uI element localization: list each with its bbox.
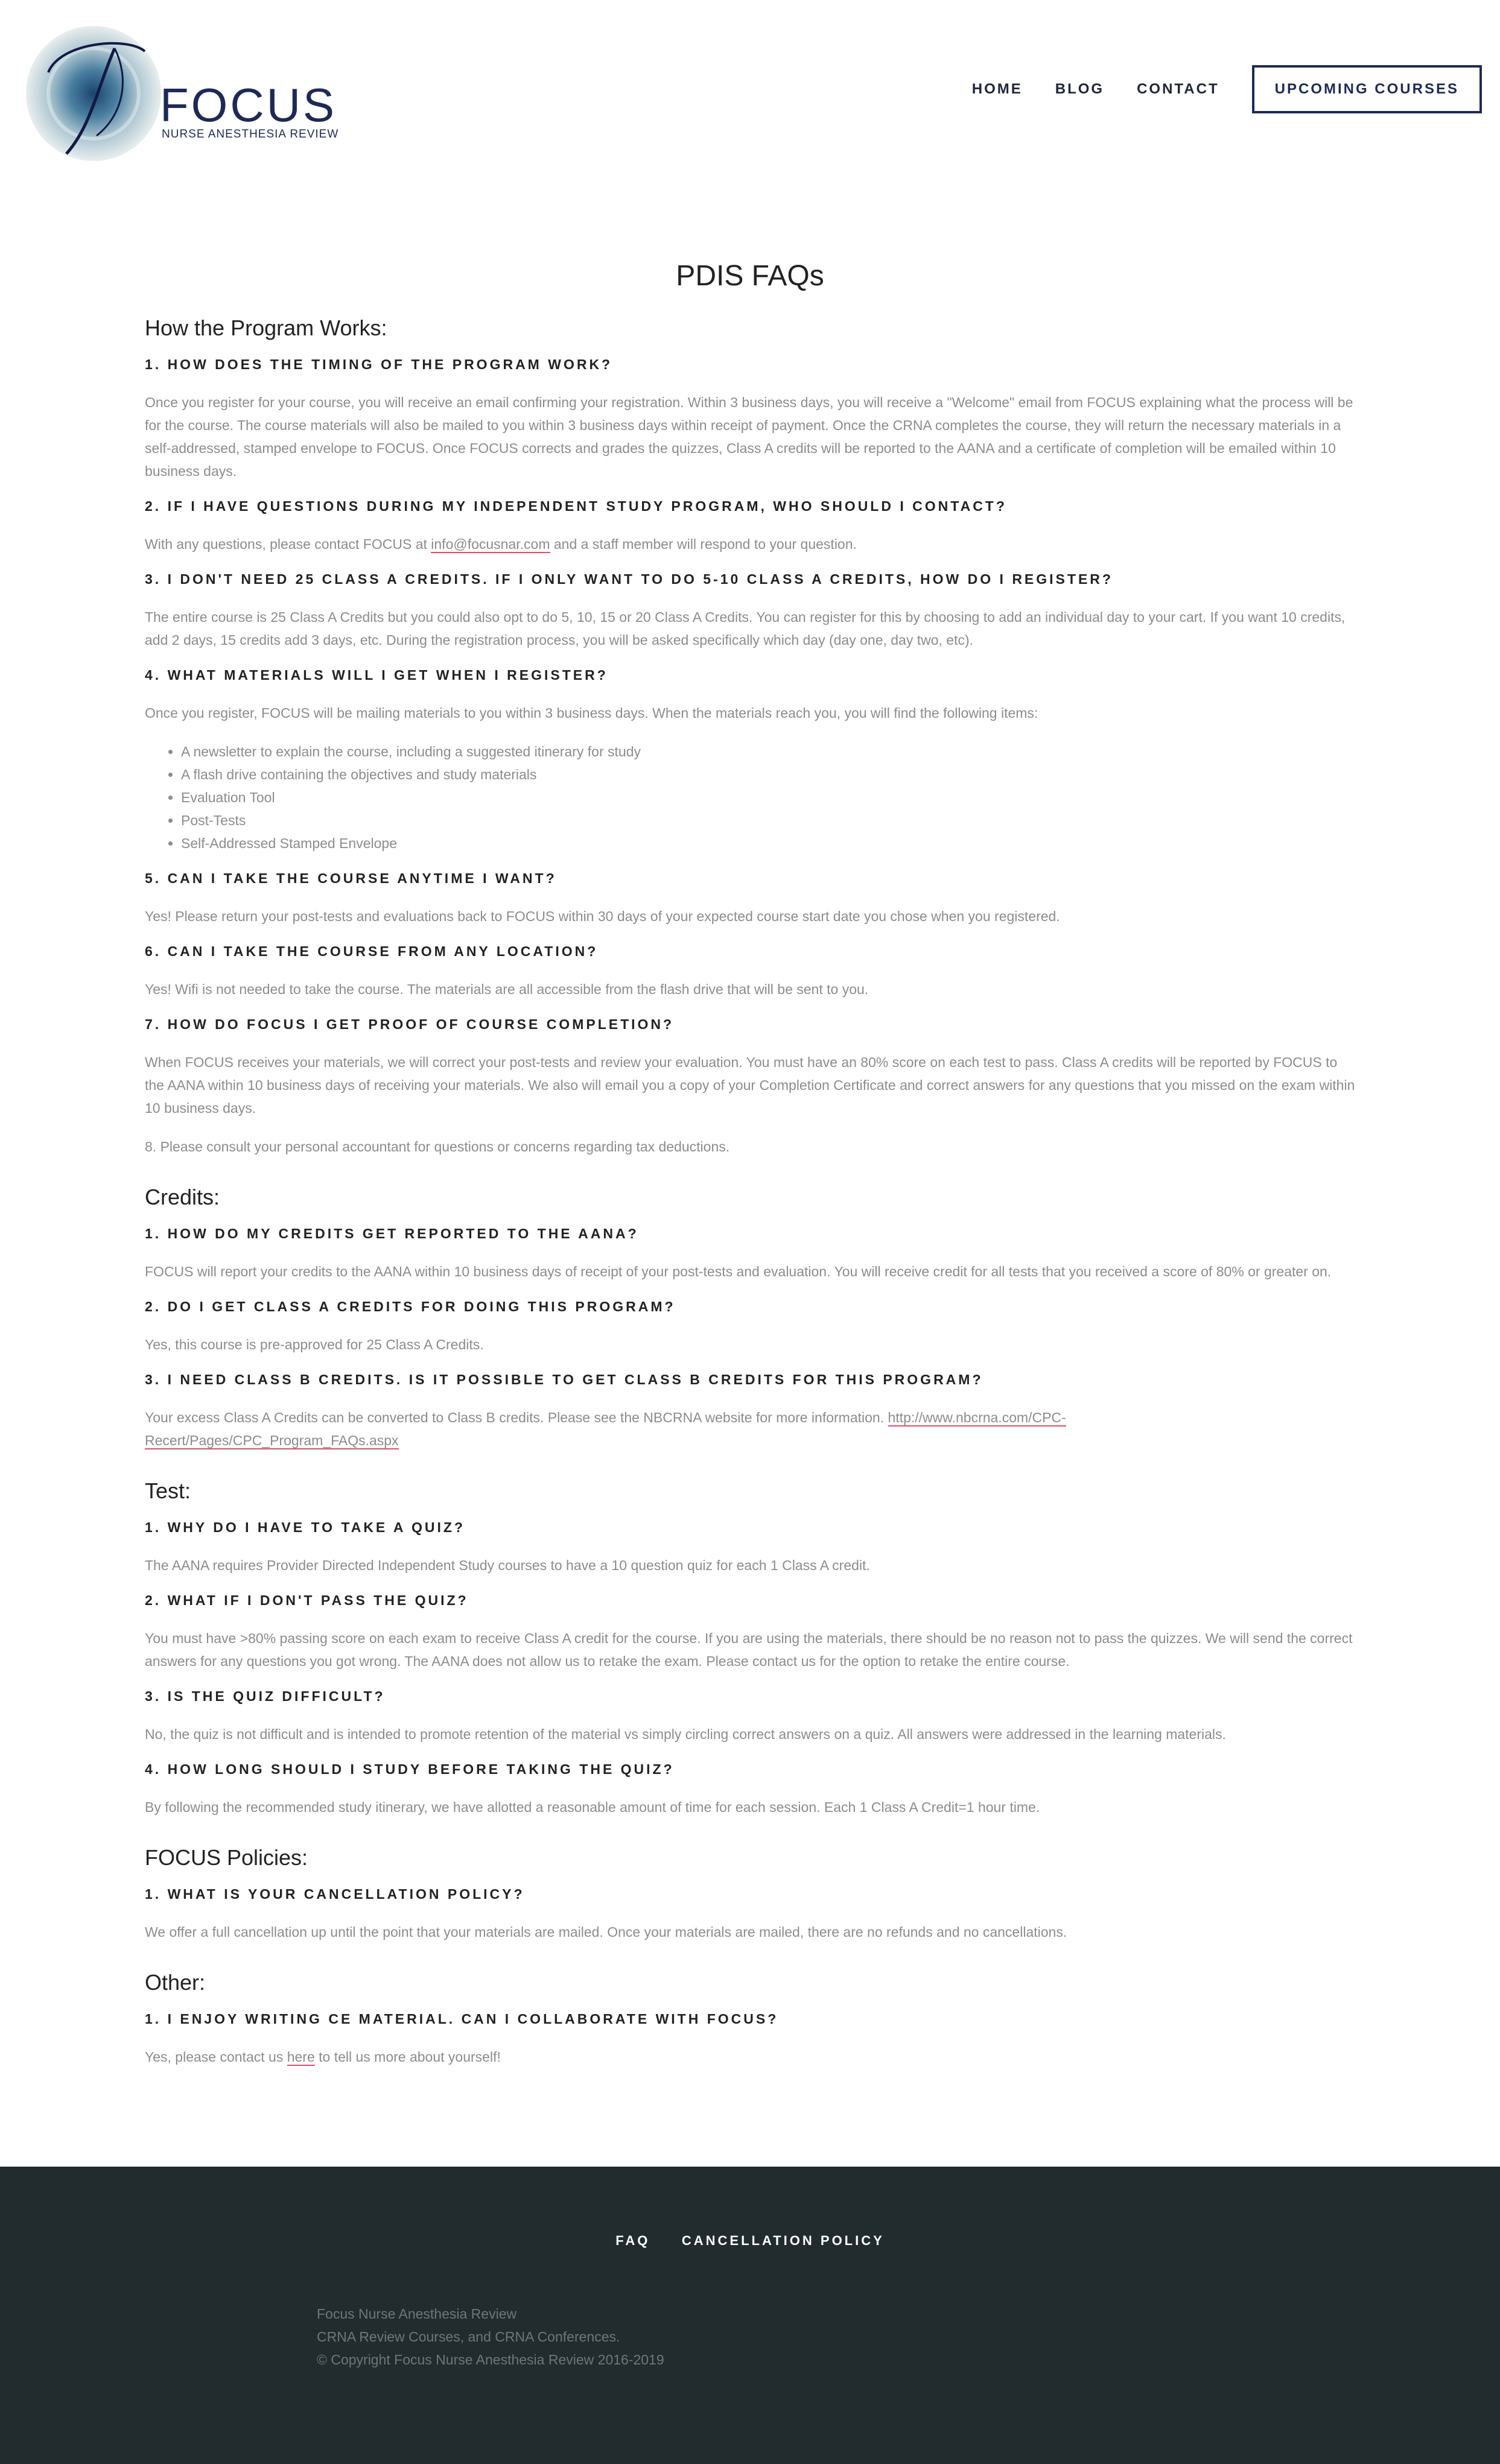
nav-blog[interactable]: BLOG bbox=[1055, 81, 1105, 97]
faq-question: 2. DO I GET CLASS A CREDITS FOR DOING THIS PROGRAM? bbox=[145, 1299, 676, 1314]
footer-company: Focus Nurse Anesthesia Review bbox=[317, 2306, 517, 2322]
faq-answer: Yes! Wifi is not needed to take the course. The materials are all accessible from the flash drive that will be sent to you. bbox=[145, 981, 869, 997]
faq-question: 3. I DON'T NEED 25 CLASS A CREDITS. IF I ONLY WANT TO DO 5-10 CLASS A CREDITS, HOW DO I REGISTER? bbox=[145, 571, 1113, 587]
faq-question: 3. I NEED CLASS B CREDITS. IS IT POSSIBLE TO GET CLASS B CREDITS FOR THIS PROGRAM? bbox=[145, 1372, 984, 1387]
main-nav bbox=[939, 68, 1482, 111]
email-link[interactable]: info@focusnar.com bbox=[431, 536, 550, 552]
faq-content bbox=[145, 259, 1355, 2084]
faq-question: 6. CAN I TAKE THE COURSE FROM ANY LOCATION? bbox=[145, 943, 599, 959]
nav-home[interactable]: HOME bbox=[971, 81, 1023, 97]
faq-answer bbox=[145, 2045, 1355, 2068]
faq-question: 1. I ENJOY WRITING CE MATERIAL. CAN I COLLABORATE WITH FOCUS? bbox=[145, 2011, 779, 2027]
section-title: How the Program Works: bbox=[145, 315, 387, 340]
faq-question: 3. IS THE QUIZ DIFFICULT? bbox=[145, 1688, 386, 1704]
faq-answer: No, the quiz is not difficult and is intended to promote retention of the material vs simply circling correct answers on a quiz. All answers were addressed in the learning materials. bbox=[145, 1726, 1226, 1742]
faq-answer: Yes, this course is pre-approved for 25 Class A Credits. bbox=[145, 1337, 484, 1352]
faq-answer: Once you register for your course, you will receive an email confirming your registration. Within 3 business days, you will receive a "Welcome" email from FOCUS explaining what the process will be for the course. The course materials will also be mailed to you within 3 business days within receipt of payment. Once the CRNA completes the course, they will return the necessary materials in a self-addressed, stamped envelope to FOCUS. Once FOCUS corrects and grades the quizzes, Class A credits will be reported to the AANA and a certificate of completion will be emailed within 10 business days. bbox=[145, 394, 1353, 479]
faq-answer: Yes! Please return your post-tests and evaluations back to FOCUS within 30 days of your expected course start date you chose when you registered. bbox=[145, 908, 1060, 924]
faq-answer: We offer a full cancellation up until the point that your materials are mailed. Once your materials are mailed, there are no refunds and no cancellations. bbox=[145, 1924, 1067, 1940]
logo-wordmark: FOCUS bbox=[160, 78, 337, 131]
site-logo[interactable] bbox=[24, 24, 339, 163]
answer-text: Yes, please contact us bbox=[145, 2049, 284, 2065]
footer-info bbox=[317, 2302, 664, 2371]
section-title: Test: bbox=[145, 1478, 191, 1503]
logo-emblem-icon bbox=[24, 24, 163, 163]
faq-answer: 8. Please consult your personal accountant for questions or concerns regarding tax deductions. bbox=[145, 1139, 730, 1154]
faq-answer: The AANA requires Provider Directed Independent Study courses to have a 10 question quiz for each 1 Class A credit. bbox=[145, 1557, 870, 1573]
list-item: • Evaluation Tool bbox=[181, 786, 1355, 809]
answer-text: With any questions, please contact FOCUS at bbox=[145, 536, 427, 552]
nbcrna-link-continued[interactable]: Recert/Pages/CPC_Program_FAQs.aspx bbox=[145, 1433, 399, 1448]
faq-question: 1. WHY DO I HAVE TO TAKE A QUIZ? bbox=[145, 1519, 465, 1535]
footer-copyright: © Copyright Focus Nurse Anesthesia Review 2016-2019 bbox=[317, 2352, 664, 2367]
faq-answer: You must have >80% passing score on each exam to receive Class A credit for the course. If you are using the materials, there should be no reason not to pass the quizzes. We will send the correct answers for any questions you got wrong. The AANA does not allow us to retake the exam. Please contact us for the option to retake the entire course. bbox=[145, 1630, 1353, 1669]
materials-list bbox=[145, 740, 1355, 855]
faq-question: 7. HOW DO FOCUS I GET PROOF OF COURSE COMPLETION? bbox=[145, 1016, 675, 1032]
site-header bbox=[0, 0, 1500, 181]
faq-answer: FOCUS will report your credits to the AANA within 10 business days of receipt of your post-tests and evaluation. You will receive credit for all tests that you received a score of 80% or greater on. bbox=[145, 1264, 1332, 1279]
faq-answer: Once you register, FOCUS will be mailing materials to you within 3 business days. When the materials reach you, you will find the following items: bbox=[145, 705, 1038, 721]
faq-question: 1. HOW DOES THE TIMING OF THE PROGRAM WORK? bbox=[145, 356, 613, 372]
section-title: FOCUS Policies: bbox=[145, 1845, 308, 1870]
faq-answer: The entire course is 25 Class A Credits but you could also opt to do 5, 10, 15 or 20 Class A Credits. You can register for this by choosing to add an individual day to your cart. If you want 10 credits, add 2 days, 15 credits add 3 days, etc. During the registration process, you will be asked specifically which day (day one, day two, etc). bbox=[145, 609, 1346, 648]
answer-text: and a staff member will respond to your question. bbox=[553, 536, 857, 552]
list-item: • Self-Addressed Stamped Envelope bbox=[181, 832, 1355, 855]
faq-answer: By following the recommended study itinerary, we have allotted a reasonable amount of time for each session. Each 1 Class A Credit=1 hour time. bbox=[145, 1799, 1040, 1815]
section-title: Other: bbox=[145, 1970, 206, 1995]
faq-question: 2. WHAT IF I DON'T PASS THE QUIZ? bbox=[145, 1592, 469, 1608]
list-item: • A newsletter to explain the course, including a suggested itinerary for study bbox=[181, 740, 1355, 763]
contact-here-link[interactable]: here bbox=[287, 2049, 315, 2065]
answer-text: Your excess Class A Credits can be converted to Class B credits. Please see the NBCRNA website for more information. bbox=[145, 1410, 885, 1425]
faq-question: 1. WHAT IS YOUR CANCELLATION POLICY? bbox=[145, 1886, 525, 1902]
section-title: Credits: bbox=[145, 1185, 220, 1209]
faq-answer bbox=[145, 533, 1355, 556]
footer-faq-link[interactable]: FAQ bbox=[615, 2233, 650, 2248]
site-footer bbox=[0, 2167, 1500, 2464]
faq-answer: When FOCUS receives your materials, we will correct your post-tests and review your evaluation. You must have an 80% score on each test to pass. Class A credits will be reported by FOCUS to the AANA within 10 business days of receiving your materials. We also will email you a copy of your Completion Certificate and correct answers for any questions that you missed on the exam within 10 business days. bbox=[145, 1054, 1355, 1116]
faq-question: 4. HOW LONG SHOULD I STUDY BEFORE TAKING THE QUIZ? bbox=[145, 1761, 675, 1777]
faq-question: 1. HOW DO MY CREDITS GET REPORTED TO THE AANA? bbox=[145, 1226, 639, 1241]
upcoming-courses-button[interactable]: UPCOMING COURSES bbox=[1252, 65, 1482, 113]
answer-text: to tell us more about yourself! bbox=[319, 2049, 501, 2065]
footer-cancellation-link[interactable]: CANCELLATION POLICY bbox=[681, 2233, 885, 2248]
list-item: • A flash drive containing the objectives and study materials bbox=[181, 763, 1355, 786]
logo-tagline: NURSE ANESTHESIA REVIEW bbox=[162, 128, 339, 141]
page-title: PDIS FAQs bbox=[676, 260, 824, 292]
faq-question: 4. WHAT MATERIALS WILL I GET WHEN I REGISTER? bbox=[145, 667, 608, 683]
faq-question: 2. IF I HAVE QUESTIONS DURING MY INDEPENDENT STUDY PROGRAM, WHO SHOULD I CONTACT? bbox=[145, 498, 1007, 514]
footer-description: CRNA Review Courses, and CRNA Conferences. bbox=[317, 2329, 620, 2345]
faq-answer bbox=[145, 1406, 1355, 1452]
nbcrna-link[interactable]: http://www.nbcrna.com/CPC- bbox=[888, 1410, 1066, 1425]
list-item: • Post-Tests bbox=[181, 809, 1355, 832]
footer-nav bbox=[0, 2233, 1500, 2249]
faq-question: 5. CAN I TAKE THE COURSE ANYTIME I WANT? bbox=[145, 870, 557, 886]
nav-contact[interactable]: CONTACT bbox=[1137, 81, 1219, 97]
